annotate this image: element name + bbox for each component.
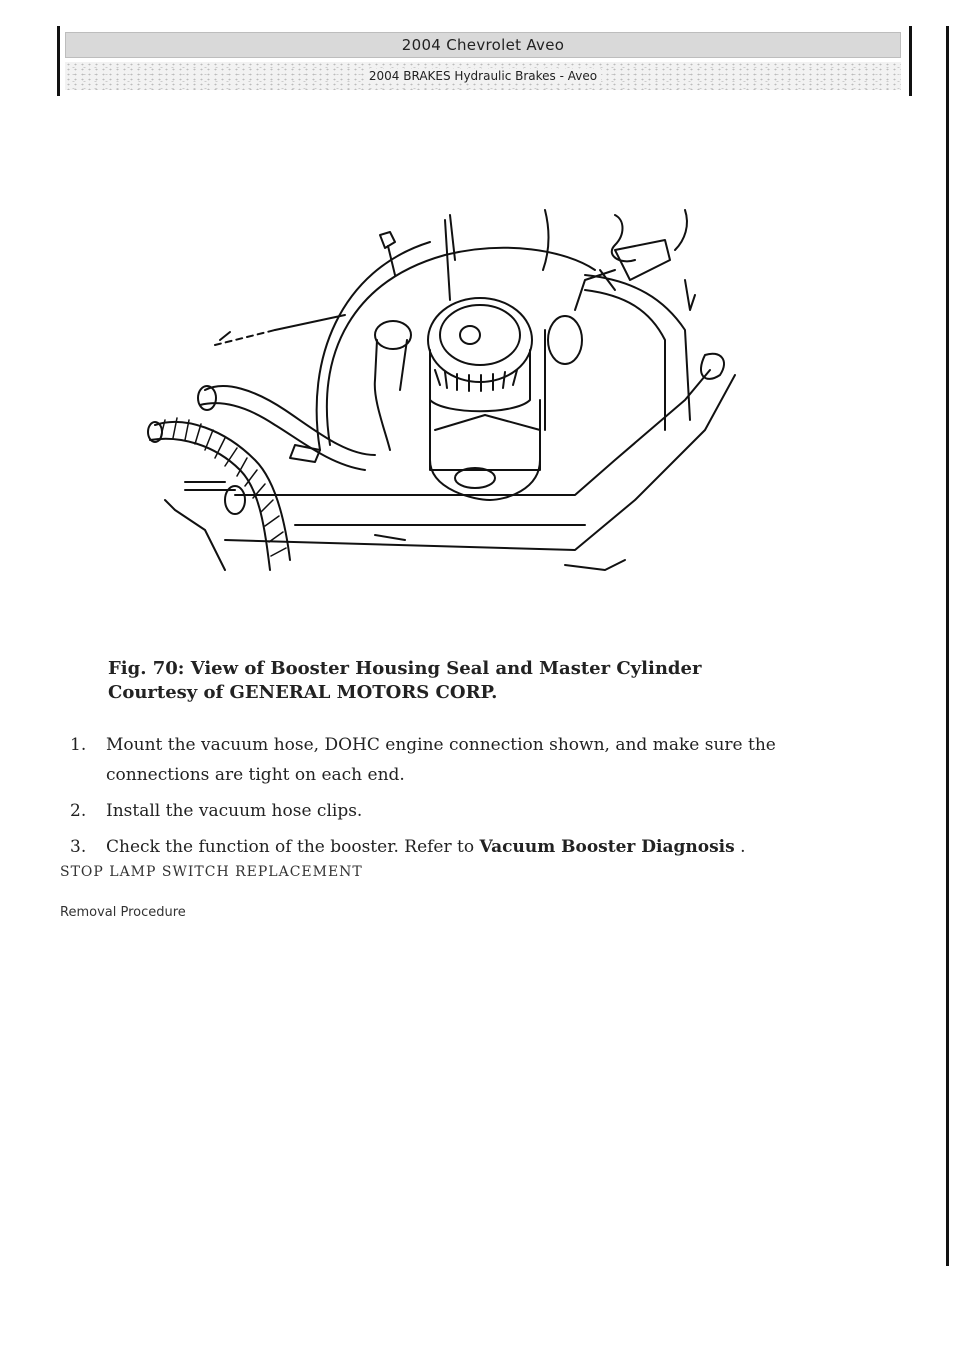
step-text: Check the function of the booster. Refer to xyxy=(106,837,480,857)
step-number: 3. xyxy=(70,837,87,857)
list-item xyxy=(70,730,840,790)
page-edge-rule xyxy=(946,26,949,1266)
section-heading: STOP LAMP SWITCH REPLACEMENT xyxy=(60,864,363,880)
step-number: 2. xyxy=(70,801,87,821)
figure-caption-title: Fig. 70: View of Booster Housing Seal and Master Cylinder xyxy=(108,658,702,679)
step-text: Mount the vacuum hose, DOHC engine connection shown, and make sure the connections are tight on each end. xyxy=(106,735,776,785)
procedure-steps xyxy=(70,730,840,868)
step-text-suffix: . xyxy=(734,837,746,857)
vacuum-booster-diagnosis-link[interactable]: Vacuum Booster Diagnosis xyxy=(479,837,735,857)
document-title: 2004 Chevrolet Aveo xyxy=(65,32,901,58)
figure-caption-credit: Courtesy of GENERAL MOTORS CORP. xyxy=(108,682,498,703)
list-item xyxy=(70,796,840,826)
step-text: Install the vacuum hose clips. xyxy=(106,801,363,821)
step-number: 1. xyxy=(70,735,87,755)
figure-caption xyxy=(108,657,701,705)
list-item xyxy=(70,832,840,862)
document-subtitle-text: 2004 BRAKES Hydraulic Brakes - Aveo xyxy=(365,69,601,83)
sub-heading: Removal Procedure xyxy=(60,905,186,920)
booster-master-cylinder-illustration xyxy=(145,200,775,590)
document-subtitle xyxy=(65,62,901,90)
